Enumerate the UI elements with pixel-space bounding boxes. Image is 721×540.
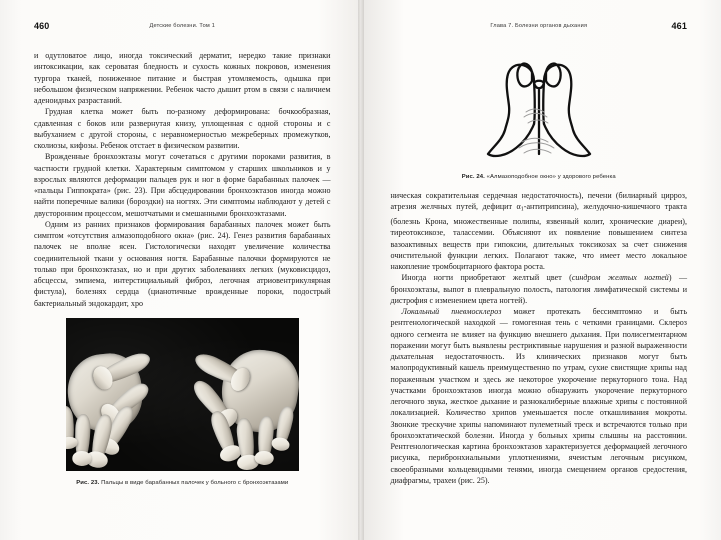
- right-running-head: [391, 22, 688, 38]
- left-running-head: [34, 22, 331, 38]
- left-paragraph-3: Врожденные бронхоэктазы могут сочетаться с другими пороками развития, в частности грудной клетки. Характерным симптомом у старших школьников и у взрослых являются деформации пальцев рук и ног в форме барабанных палочек — «пальцы Гиппократа» (рис. 23). При абсцедировании бронхоэктазов иногда можно найти поперечные валики (бороздки) на ногтях. Эти симптомы наблюдают у детей с двусторонним процессом, мешотчатыми и смешанными бронхоэктазами.: [34, 152, 331, 218]
- right-body-text: [391, 190, 688, 486]
- text-run-1-1: ническая сократительная сердечная недостаточность), печени (билиарный цирроз, атрезия желчных путей, дефицит α: [390, 191, 687, 212]
- right-paragraph-2: [391, 272, 688, 306]
- right-paragraph-1: [391, 190, 688, 272]
- figure-23-caption-text: Пальцы в виде барабанных палочек у больного с бронхоэктазами: [101, 479, 289, 486]
- text-run-2-1: Иногда ногти приобретают желтый цвет (: [401, 273, 572, 283]
- text-run-2-2: синдром желтых ногтей: [571, 273, 669, 283]
- right-folio: 461: [671, 21, 687, 31]
- photo-clubbed-fingers: [66, 318, 299, 471]
- text-run-1-3: -антитрипсина), желудочно-кишечного тракта (болезнь Крона, множественные полипы, язвенный колит, хронические диареи), тиреотоксикозе, талассемии. Объясняют их появление повышением синтеза вазоактивных веществ при гипоксии, длительных токсикозах за счет снижения очистительной функции легких. Полагают также, что имеет место локальное накопление тромбоцитарного фактора роста.: [390, 202, 687, 271]
- figure-23-caption: [34, 480, 331, 486]
- diamond-window-drawing: [464, 50, 614, 168]
- text-run-2-3: ) — бронхоэктазы, выпот в плевральную полость, патология лимфатической системы и дистрофия с изменением цвета ногтей).: [390, 273, 687, 305]
- figure-23: [34, 318, 331, 486]
- right-running-title: Глава 7. Болезни органов дыхания: [490, 23, 588, 29]
- text-run-3-2: может протекать бессимптомно и быть рентгенологической находкой — гомогенная тень с четкими границами. Склероз одного сегмента не влияет на функцию внешнего дыхания. При полисегментарном поражении могут быть выявлены рестриктивные нарушения и разной выраженности дыхательная недостаточность. Из клинических признаков могут быть малопродуктивный кашель преимущественно по утрам, сухие свистящие хрипы над пораженным участком и здесь же некоторое укорочение перкуторного тона. Над участками бронхоэктазов иногда можно обнаружить укорочение перкуторного легочного звука, жесткое дыхание и разнокалиберные влажные хрипы с постоянной локализацией. Количество хрипов уменьшается после откашливания мокроты. Звонкие трескучие хрипы напоминают пулеметный треск и встречаются только при бронхоэктатической болезни. Иногда у больных хрипы слышны на расстоянии. Рентгенологическая картина бронхоэктазов характеризуется деформацией легочного рисунка, перибронхиальными уплотнениями, ячеистым легочным рисунком, своеобразными кольцевидными тенями, иногда смещением органов средостения, диафрагмы, трахеи (рис. 25).: [390, 307, 687, 485]
- text-run-1-2: 1: [520, 206, 524, 213]
- text-run-3-1: Локальный пневмосклероз: [401, 307, 502, 316]
- right-page: [361, 0, 721, 540]
- left-paragraph-2: Грудная клетка может быть по-разному деформирована: бочкообразная, сдавленная с боков или развернутая книзу, уплощенная с одной стороны и с выбуханием с другой стороны, с неравномерностью межреберных промежутков, сколиозы, кифозы. Ребенок отстает в физическом развитии.: [34, 107, 331, 150]
- left-paragraph-1: и одутловатое лицо, иногда токсический дерматит, нередко такие признаки интоксикации, как сероватая бледность и сухость кожных покровов, изменения тургора тканей, пониженное питание и быстрая утомляемость, одышка при небольшом физическом напряжении. Ребенок часто дышит ртом в связи с наличием аденоидных разрастаний.: [34, 51, 331, 105]
- figure-24-number: Рис. 24.: [461, 174, 485, 180]
- left-paragraph-4: Одним из ранних признаков формирования барабанных палочек может быть симптом «отсутствия алмазоподобного окна» (рис. 24). Генез развития барабанных палочек не вполне ясен. Гистологически находят увеличение количества соединительной ткани у основания ногтя. Барабанные палочки формируются не только при бронхоэктазах, но и при других заболеваниях легких (муковисцидоз, абсцессы, эмпиема, интерстициальный фиброз, легочная атриовентрикулярная фистула), болезнях сердца (цианотичные врожденные пороки, подострый бактериальный эндокардит, хро: [34, 219, 331, 308]
- left-running-title: Детские болезни. Том 1: [149, 23, 216, 29]
- figure-24-caption: [391, 174, 688, 180]
- right-paragraph-3: [391, 306, 688, 486]
- left-body-text: [34, 50, 331, 309]
- left-folio: 460: [34, 21, 50, 31]
- figure-23-number: Рис. 23.: [76, 479, 100, 486]
- figure-24: [391, 50, 688, 180]
- figure-24-caption-text: «Алмазоподобное окно» у здорового ребенка: [486, 174, 616, 180]
